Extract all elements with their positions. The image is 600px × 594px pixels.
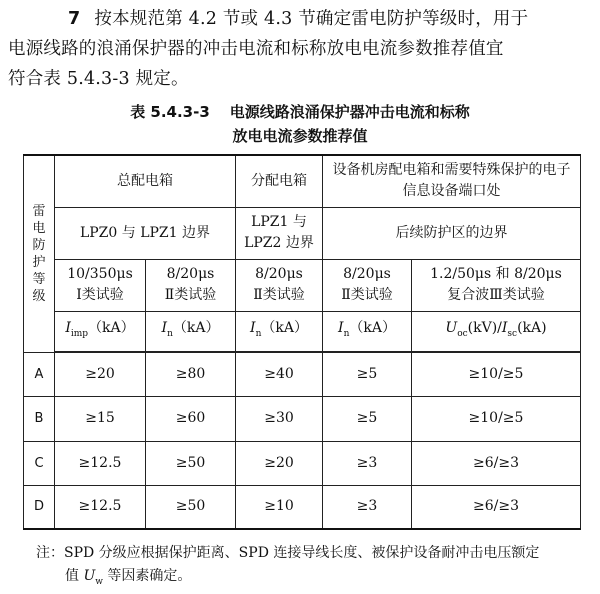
- group-header-equipment-room: 设备机房配电箱和需要特殊保护的电子信息设备端口处: [323, 155, 581, 207]
- param-n: [323, 311, 412, 351]
- note-line-1: 注：SPD 分级应根据保护距离、SPD 连接导线长度、被保护设备耐冲击电压额定: [36, 545, 540, 561]
- level-header-text: 雷电防护等级: [32, 203, 46, 304]
- value-cell: ≥40: [236, 352, 323, 396]
- table-note: [36, 542, 596, 594]
- waveform-cell: [55, 259, 146, 311]
- waveform-label: 8/20μs: [255, 266, 303, 282]
- table-row: [24, 441, 581, 485]
- param-subscript: sc: [507, 328, 518, 339]
- table-header-row-zones: [24, 207, 581, 259]
- value-cell: ≥10/≥5: [412, 352, 581, 396]
- test-class-label: Ⅰ类试验: [76, 287, 124, 303]
- value-cell: ≥20: [236, 441, 323, 485]
- table-code: 表 5.4.3-3: [130, 103, 210, 121]
- value-cell: ≥10: [236, 485, 323, 529]
- value-cell: ≥5: [323, 352, 412, 396]
- note-line-2-pre: 值: [65, 568, 84, 584]
- param-n: [146, 311, 236, 351]
- value-cell: ≥3: [323, 485, 412, 529]
- table-row: [24, 396, 581, 441]
- zone-lpz1-lpz2: LPZ1 与 LPZ2 边界: [236, 207, 323, 259]
- value-cell: ≥6/≥3: [412, 441, 581, 485]
- level-cell: D: [24, 485, 55, 529]
- note-line-2-post: 等因素确定。: [102, 568, 192, 584]
- table-row: [24, 485, 581, 529]
- param-unit: （kA）: [88, 319, 135, 336]
- param-unit: （kA）: [261, 319, 308, 336]
- table-header-row-params: [24, 311, 581, 351]
- param-subscript: n: [167, 328, 173, 339]
- table-row: [24, 352, 581, 396]
- waveform-cell: [236, 259, 323, 311]
- waveform-label: 8/20μs: [343, 266, 391, 282]
- param-unit: （kA）: [349, 319, 396, 336]
- note-symbol: U: [83, 568, 96, 584]
- value-cell: ≥5: [323, 396, 412, 441]
- value-cell: ≥3: [323, 441, 412, 485]
- test-class-label: 复合波Ⅲ类试验: [447, 287, 545, 303]
- param-n: [236, 311, 323, 351]
- level-cell: B: [24, 396, 55, 441]
- param-unit: （kA）: [172, 319, 220, 336]
- note-line-2: [36, 565, 596, 594]
- table-header-row-waveforms: [24, 259, 581, 311]
- value-cell: ≥50: [146, 485, 236, 529]
- paragraph-line-2: 电源线路的浪涌保护器的冲击电流和标称放电电流参数推荐值宜: [8, 39, 504, 59]
- table-caption: [0, 101, 600, 122]
- param-symbol: I: [65, 319, 71, 336]
- test-class-label: Ⅱ类试验: [253, 287, 305, 303]
- spd-parameter-table: [23, 154, 581, 530]
- test-class-label: Ⅱ类试验: [341, 287, 393, 303]
- value-cell: ≥10/≥5: [412, 396, 581, 441]
- param-oc-sc: [412, 311, 581, 351]
- param-subscript: oc: [457, 328, 468, 339]
- param-unit: (kA): [517, 319, 547, 336]
- waveform-label: 8/20μs: [166, 266, 215, 282]
- waveform-cell: [146, 259, 236, 311]
- param-subscript: imp: [70, 328, 89, 339]
- value-cell: ≥6/≥3: [412, 485, 581, 529]
- group-header-main-box: 总配电箱: [55, 155, 236, 207]
- param-subscript: n: [255, 328, 262, 339]
- param-unit: (kV)/: [467, 319, 502, 336]
- waveform-label: 1.2/50μs 和 8/20μs: [430, 266, 562, 282]
- paragraph-line-1-text: 按本规范第 4.2 节或 4.3 节确定雷电防护等级时，用于: [94, 9, 529, 29]
- table-title-line-2: 放电电流参数推荐值: [232, 127, 368, 145]
- waveform-label: 10/350μs: [67, 266, 133, 282]
- value-cell: ≥20: [55, 352, 146, 396]
- waveform-cell: [323, 259, 412, 311]
- param-symbol: I: [501, 319, 508, 336]
- waveform-cell: [412, 259, 581, 311]
- value-cell: ≥12.5: [55, 485, 146, 529]
- group-header-sub-box: 分配电箱: [236, 155, 323, 207]
- zone-subsequent: 后续防护区的边界: [323, 207, 581, 259]
- value-cell: ≥15: [55, 396, 146, 441]
- value-cell: ≥30: [236, 396, 323, 441]
- param-imp: [55, 311, 146, 351]
- param-symbol: U: [445, 319, 458, 336]
- value-cell: ≥60: [146, 396, 236, 441]
- level-header: [24, 155, 55, 352]
- test-class-label: Ⅱ类试验: [164, 287, 217, 303]
- value-cell: ≥50: [146, 441, 236, 485]
- param-symbol: I: [250, 319, 256, 336]
- value-cell: ≥12.5: [55, 441, 146, 485]
- note-subscript: w: [95, 576, 103, 587]
- paragraph-number: 7: [68, 9, 81, 29]
- value-cell: ≥80: [146, 352, 236, 396]
- level-cell: C: [24, 441, 55, 485]
- param-subscript: n: [343, 328, 350, 339]
- level-cell: A: [24, 352, 55, 396]
- table-title-line-1: 电源线路浪涌保护器冲击电流和标称: [229, 103, 470, 121]
- param-symbol: I: [338, 319, 344, 336]
- zone-lpz0-lpz1: LPZ0 与 LPZ1 边界: [55, 207, 236, 259]
- intro-paragraph: [8, 4, 592, 94]
- paragraph-line-3: 符合表 5.4.3-3 规定。: [8, 69, 189, 89]
- param-symbol: I: [161, 319, 168, 336]
- paragraph-line-1: [8, 4, 592, 34]
- table-header-row-groups: [24, 155, 581, 207]
